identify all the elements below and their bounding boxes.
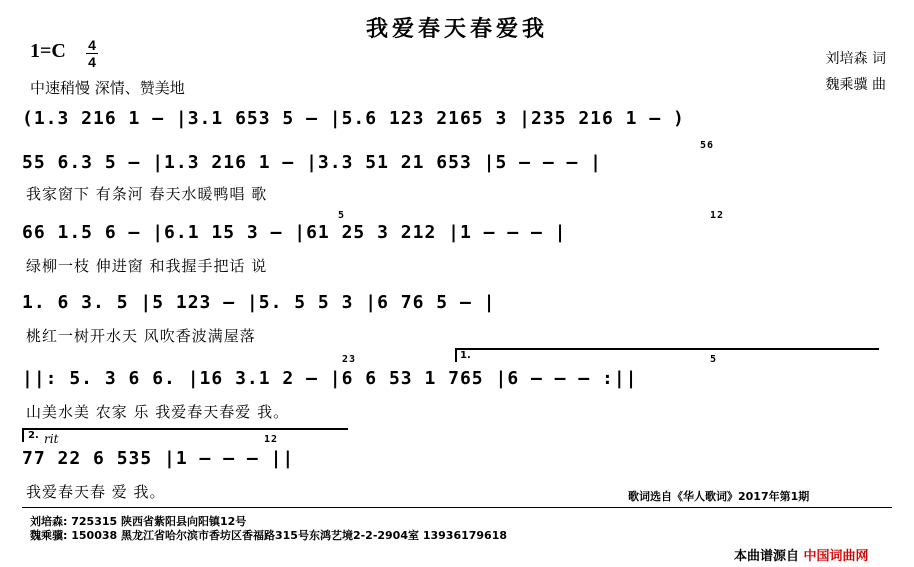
song-title: 我爱春天春爱我 [365, 16, 548, 42]
grace-notes-row-3b: 5 [338, 210, 346, 221]
footer-divider [22, 507, 892, 508]
grace-notes-row-5: 23 [342, 354, 357, 365]
lyricist-credit: 刘培森 词 [825, 51, 886, 67]
contact-lyricist: 刘培森: 725315 陕西省紫阳县向阳镇12号 [30, 515, 247, 528]
grace-notes-row-5b: 5 [710, 354, 718, 365]
time-signature [86, 38, 98, 69]
grace-notes-row-6: 12 [264, 434, 279, 445]
lyrics-row-6: 我爱春天春 爱 我。 [26, 483, 166, 501]
key-signature: 1=C [30, 40, 66, 62]
volta-2-bracket [22, 428, 348, 430]
tempo-marking: 中速稍慢 深情、赞美地 [30, 79, 185, 97]
lyrics-row-2: 我家窗下 有条河 春天水暖鸭唱 歌 [26, 185, 268, 203]
volta-1-bracket [455, 348, 879, 350]
grace-notes-row-3: 12 [710, 210, 725, 221]
watermark-site-link[interactable]: 中国词曲网 [803, 549, 869, 564]
notes-row-3: 66 1.5 6 – |6.1 15 3 – |61 25 3 212 |1 – – – | [22, 222, 567, 243]
notes-row-6: 77 22 6 535 |1 – – – || [22, 448, 295, 469]
lyrics-source: 歌词选自《华人歌词》2017年第1期 [628, 490, 810, 503]
lyrics-row-3: 绿柳一枝 伸进窗 和我握手把话 说 [26, 257, 268, 275]
notes-row-2: 55 6.3 5 – |1.3 216 1 – |3.3 51 21 653 |5 – – – | [22, 152, 603, 173]
composer-credit: 魏乘骥 曲 [825, 77, 886, 93]
volta-2-label: 2. [28, 430, 39, 441]
lyrics-row-4: 桃红一树开水天 风吹香波满屋落 [26, 327, 256, 345]
notes-row-4: 1. 6 3. 5 |5 123 – |5. 5 5 3 |6 76 5 – | [22, 292, 496, 313]
grace-notes-row-2: 56 [700, 140, 715, 151]
lyrics-row-5: 山美水美 农家 乐 我爱春天春爱 我。 [26, 403, 290, 421]
volta-1-bracket-left [455, 348, 457, 362]
watermark [734, 545, 869, 564]
contact-composer: 魏乘骥: 150038 黑龙江省哈尔滨市香坊区香福路315号东鸿艺境2-2-2904室 13936179618 [30, 529, 508, 542]
watermark-prefix: 本曲谱源自 [734, 549, 800, 564]
time-signature-top: 4 [88, 37, 96, 53]
volta-1-label: 1. [460, 350, 471, 361]
notes-row-1: (1.3 216 1 – |3.1 653 5 – |5.6 123 2165 3 |235 216 1 – ) [22, 108, 685, 129]
notes-row-5: ||: 5. 3 6 6. |16 3.1 2 – |6 6 53 1 765 |6 – – – :|| [22, 368, 638, 389]
time-signature-bottom: 4 [88, 54, 96, 70]
volta-2-bracket-left [22, 428, 24, 442]
ritardando-marking: rit [44, 432, 59, 446]
